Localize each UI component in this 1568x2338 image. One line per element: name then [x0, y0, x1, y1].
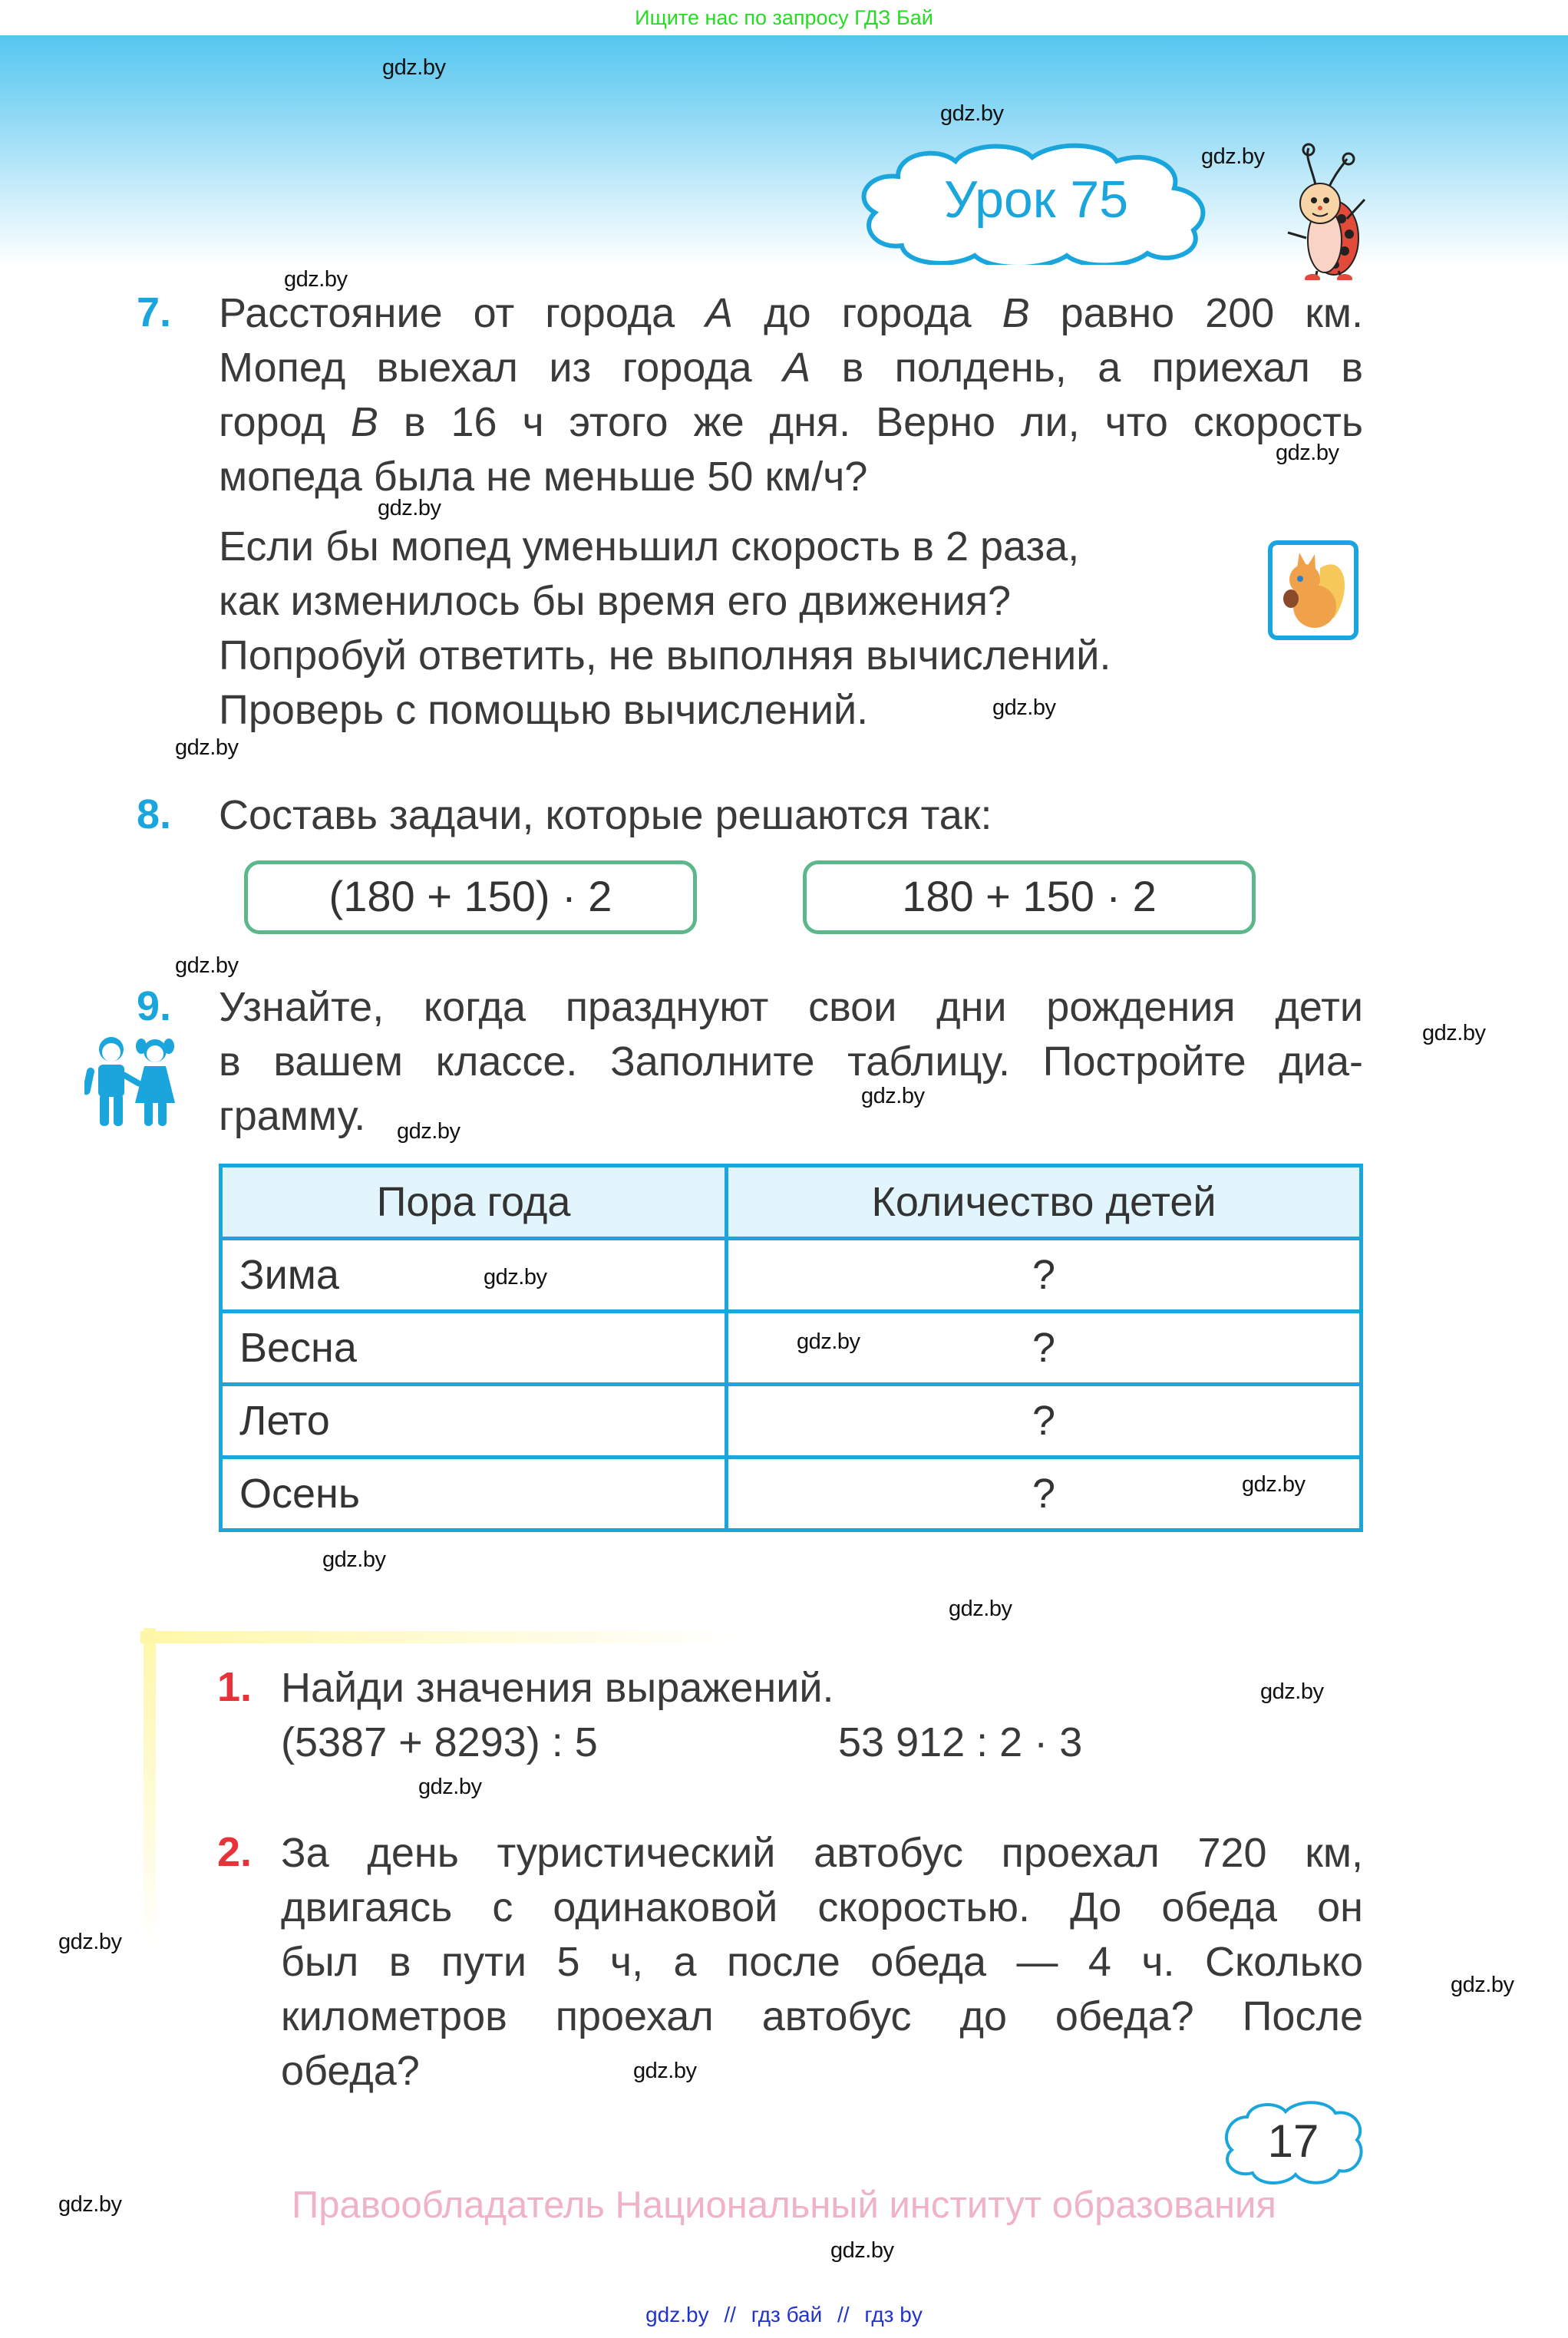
- squirrel-hint-icon: [1268, 540, 1358, 640]
- watermark: gdz.by: [58, 2192, 122, 2217]
- search-hint-banner: Ищите нас по запросу ГДЗ Бай: [0, 0, 1568, 35]
- watermark: gdz.by: [1242, 1472, 1306, 1497]
- watermark: gdz.by: [633, 2059, 697, 2083]
- task8-text: Составь задачи, которые решаются так:: [219, 792, 992, 838]
- watermark: gdz.by: [397, 1119, 460, 1144]
- watermark: gdz.by: [949, 1597, 1012, 1621]
- review-expression-2: 53 912 : 2 · 3: [838, 1719, 1083, 1765]
- children-group-work-icon: [84, 1032, 184, 1128]
- review-task1-text: Найди значения выражений.: [281, 1665, 834, 1711]
- task-number-7: 7.: [137, 289, 172, 335]
- lesson-title-cloud: [852, 142, 1220, 265]
- table-row: [221, 1385, 1362, 1458]
- footer-separator: //: [724, 2303, 736, 2326]
- review-task2-text: За день туристический автобус проехал 720 км, двигаясь с одинаковой скоростью. До обеда он был в пути 5 ч, а после обеда — 4 ч. Сколько километров проехал автобус до обеда? После обеда?: [281, 1830, 1363, 2094]
- watermark: gdz.by: [797, 1329, 860, 1354]
- season-cell: Осень: [221, 1458, 727, 1531]
- watermark: gdz.by: [1422, 1021, 1486, 1045]
- footer-link-gdz-by-cyr[interactable]: гдз by: [864, 2303, 923, 2326]
- watermark: gdz.by: [830, 2238, 894, 2263]
- table-row: [221, 1239, 1362, 1312]
- footer-separator: //: [837, 2303, 850, 2326]
- expression-box-2: 180 + 150 · 2: [803, 860, 1256, 934]
- task-number-9: 9.: [137, 983, 172, 1029]
- column-header-count: Количество детей: [727, 1166, 1362, 1239]
- table-header-row: [221, 1166, 1362, 1239]
- table-row: [221, 1312, 1362, 1385]
- count-cell: ?: [727, 1239, 1362, 1312]
- count-cell: ?: [727, 1458, 1362, 1531]
- table-row: [221, 1458, 1362, 1531]
- watermark: gdz.by: [382, 55, 446, 80]
- watermark: gdz.by: [1451, 1973, 1514, 1997]
- watermark: gdz.by: [992, 695, 1056, 720]
- watermark: gdz.by: [58, 1930, 122, 1954]
- watermark: gdz.by: [322, 1547, 386, 1572]
- season-cell: Зима: [221, 1239, 727, 1312]
- watermark: gdz.by: [1201, 144, 1265, 169]
- watermark: gdz.by: [378, 496, 441, 520]
- birthday-seasons-table: [219, 1164, 1363, 1532]
- watermark: gdz.by: [1260, 1679, 1324, 1704]
- review-task-number-2: 2.: [217, 1829, 253, 1875]
- footer-link-gdz-bai[interactable]: гдз бай: [751, 2303, 823, 2326]
- expression-box-1: (180 + 150) · 2: [244, 860, 697, 934]
- watermark: gdz.by: [175, 735, 239, 760]
- task9-text: Узнайте, когда празднуют свои дни рождения дети в вашем классе. Заполните таблицу. Постройте диа- грамму.: [219, 984, 1363, 1139]
- count-cell: ?: [727, 1312, 1362, 1385]
- task-number-8: 8.: [137, 791, 172, 837]
- watermark: gdz.by: [861, 1084, 925, 1108]
- watermark: gdz.by: [484, 1265, 547, 1290]
- count-cell: ?: [727, 1385, 1362, 1458]
- watermark: gdz.by: [284, 267, 348, 292]
- watermark: gdz.by: [1276, 441, 1339, 465]
- footer-links: [0, 2303, 1568, 2327]
- task7-followup-text: Если бы мопед уменьшил скорость в 2 раза, как изменилось бы время его движения? Попробуй ответить, не выполняя вычислений. Проверь с помощью вычислений.: [219, 523, 1111, 733]
- season-cell: Весна: [221, 1312, 727, 1385]
- lesson-title: Урок 75: [943, 170, 1129, 229]
- review-expression-1: (5387 + 8293) : 5: [281, 1719, 598, 1765]
- watermark: gdz.by: [175, 953, 239, 978]
- season-cell: Лето: [221, 1385, 727, 1458]
- column-header-season: Пора года: [221, 1166, 727, 1239]
- ladybug-mascot-icon: [1274, 142, 1374, 280]
- footer-link-gdz-by[interactable]: gdz.by: [645, 2303, 709, 2326]
- copyright-notice: Правообладатель Национальный институт образования: [292, 2184, 1276, 2226]
- watermark: gdz.by: [940, 101, 1004, 126]
- task7-text: Расстояние от города A до города B равно 200 км. Мопед выехал из города A в полдень, а приехал в город B в 16 ч этого же дня. Верно ли, что скорость мопеда была не меньше 50 км/ч?: [219, 290, 1364, 500]
- page-number: 17: [1267, 2115, 1319, 2167]
- review-task-number-1: 1.: [217, 1664, 253, 1710]
- watermark: gdz.by: [418, 1775, 482, 1799]
